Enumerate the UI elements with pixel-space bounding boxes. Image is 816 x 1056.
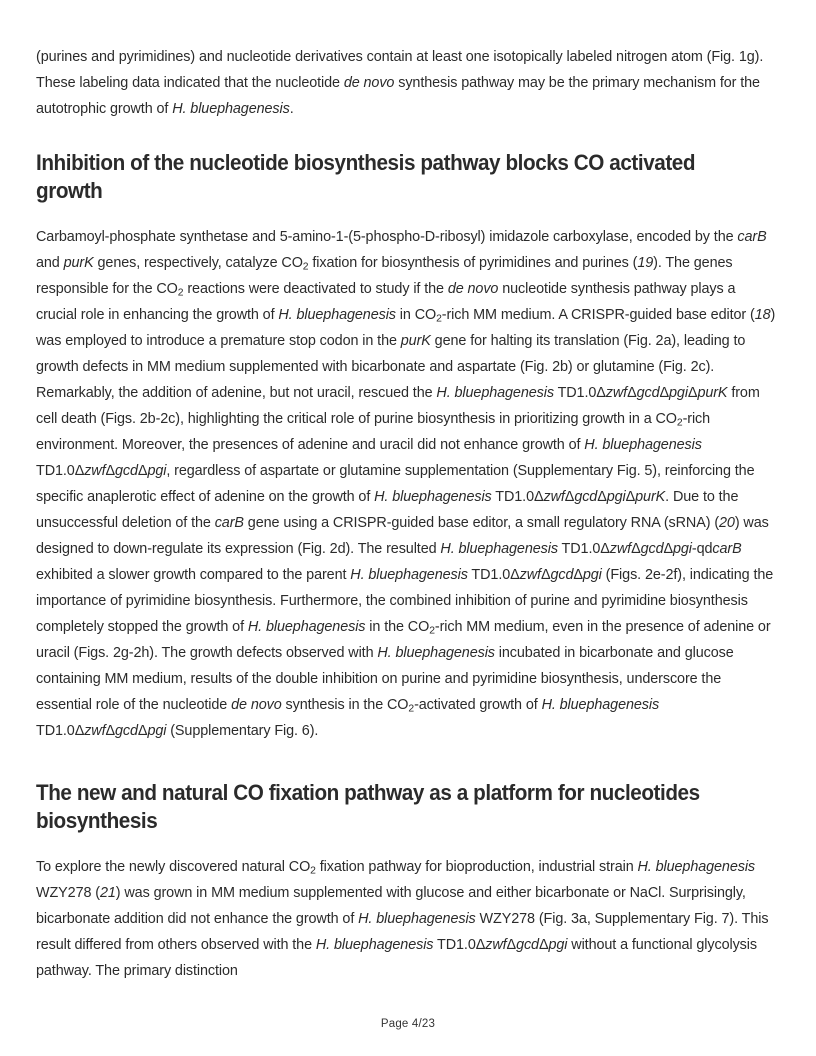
paragraph-co-fixation-body: To explore the newly discovered natural $CO_2$ fixation pathway for bioproduction, industrial strain H. bluephagenesis WZY278 (21) was grown in MM medium supplemented with glucose and either bicarbonate or NaCl. Surprisingly, bicarbonate addition did not enhance the growth of H. bluephagenesis WZY278 (Fig. 3a, Supplementary Fig. 7). This result differed from others observed with the H. bluephagenesis TD1.0ΔzwfΔgcdΔpgi without a functional glycolysis pathway. The primary distinction <box>36 859 769 979</box>
page-content <box>36 44 778 984</box>
page-footer: Page 4/23 <box>380 1018 436 1030</box>
paragraph-intro: (purines and pyrimidines) and nucleotide derivatives contain at least one isotopically labeled nitrogen atom (Fig. 1g). These labeling data indicated that the nucleotide de novo synthesis pathway may be the primary mechanism for the autotrophic growth of H. bluephagenesis. <box>36 49 764 117</box>
section-heading-inhibition: Inhibition of the nucleotide biosynthesis pathway blocks CO activated growth <box>36 150 696 203</box>
spacer <box>36 205 778 224</box>
spacer <box>36 122 778 149</box>
section-heading-co-fixation-platform: The new and natural CO fixation pathway as a platform for nucleotides biosynthesis <box>36 780 700 833</box>
spacer <box>36 835 778 854</box>
spacer <box>36 744 778 779</box>
paragraph-inhibition-body: Carbamoyl-phosphate synthetase and 5-amino-1-(5-phospho-D-ribosyl) imidazole carboxylase, encoded by the carB and purK genes, respectively, catalyze $CO_2$ fixation for biosynthesis of pyrimidines and purines (19). The genes responsible for the $CO_2$ reactions were deactivated to study if the de novo nucleotide synthesis pathway plays a crucial role in enhancing the growth of H. bluephagenesis in $CO_2$-rich MM medium. A CRISPR-guided base editor (18) was employed to introduce a premature stop codon in the purK gene for halting its translation (Fig. 2a), leading to growth defects in MM medium supplemented with bicarbonate and aspartate (Fig. 2b) or glutamine (Fig. 2c). Remarkably, the addition of adenine, but not uracil, rescued the H. bluephagenesis TD1.0ΔzwfΔgcdΔpgiΔpurK from cell death (Figs. 2b-2c), highlighting the critical role of purine biosynthesis in prioritizing growth in a $CO_2$-rich environment. Moreover, the presences of adenine and uracil did not enhance growth of H. bluephagenesis TD1.0ΔzwfΔgcdΔpgi, regardless of aspartate or glutamine supplementation (Supplementary Fig. 5), reinforcing the specific anaplerotic effect of adenine on the growth of H. bluephagenesis TD1.0ΔzwfΔgcdΔpgiΔpurK. Due to the unsuccessful deletion of the carB gene using a CRISPR-guided base editor, a small regulatory RNA (sRNA) (20) was designed to down-regulate its expression (Fig. 2d). The resulted H. bluephagenesis TD1.0ΔzwfΔgcdΔpgi-qdcarB exhibited a slower growth compared to the parent H. bluephagenesis TD1.0ΔzwfΔgcdΔpgi (Figs. 2e-2f), indicating the importance of pyrimidine biosynthesis. Furthermore, the combined inhibition of purine and pyrimidine biosynthesis completely stopped the growth of H. bluephagenesis in the $CO_2$-rich MM medium, even in the presence of adenine or uracil (Figs. 2g-2h). The growth defects observed with H. bluephagenesis incubated in bicarbonate and glucose containing MM medium, results of the double inhibition on purine and pyrimidine biosynthesis, underscore the essential role of the nucleotide de novo synthesis in the $CO_2$-activated growth of H. bluephagenesis TD1.0ΔzwfΔgcdΔpgi (Supplementary Fig. 6). <box>36 229 776 739</box>
